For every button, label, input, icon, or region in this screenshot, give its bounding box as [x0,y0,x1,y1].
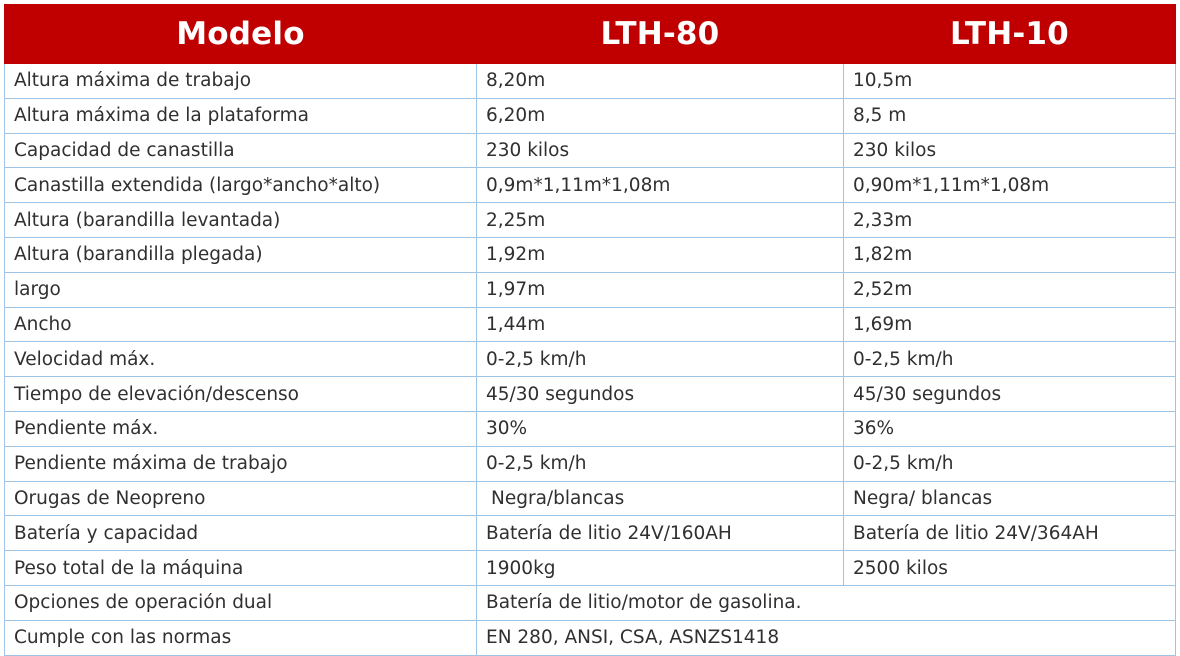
table-row [5,64,1176,99]
spec-label: Peso total de la máquina [5,551,477,586]
spec-value-lth-80: 8,20m [477,64,844,99]
spec-value-lth-10: 0-2,5 km/h [844,446,1176,481]
spec-label: Pendiente máx. [5,411,477,446]
table-row [5,237,1176,272]
header-modelo: Modelo [5,5,477,64]
spec-value-lth-10: 2500 kilos [844,551,1176,586]
header-lth-80: LTH-80 [477,5,844,64]
spec-value-lth-10: 8,5 m [844,98,1176,133]
spec-value-lth-10: 45/30 segundos [844,377,1176,412]
table-row [5,342,1176,377]
spec-value-lth-10: 36% [844,411,1176,446]
spec-value-shared: EN 280, ANSI, CSA, ASNZS1418 [477,620,1176,655]
table-row [5,203,1176,238]
spec-value-lth-80: 0-2,5 km/h [477,446,844,481]
table-row [5,620,1176,655]
spec-value-lth-80: 1,44m [477,307,844,342]
table-row [5,411,1176,446]
spec-value-lth-10: 0,90m*1,11m*1,08m [844,168,1176,203]
spec-label: Cumple con las normas [5,620,477,655]
spec-value-lth-80: 30% [477,411,844,446]
table-row [5,446,1176,481]
table-row [5,585,1176,620]
spec-label: Ancho [5,307,477,342]
spec-value-lth-80: 1,92m [477,237,844,272]
table-row [5,481,1176,516]
table-header [5,5,1176,64]
header-lth-10: LTH-10 [844,5,1176,64]
table-row [5,307,1176,342]
table-body [5,64,1176,656]
spec-value-lth-80: 0,9m*1,11m*1,08m [477,168,844,203]
spec-label: Capacidad de canastilla [5,133,477,168]
spec-value-shared: Batería de litio/motor de gasolina. [477,585,1176,620]
spec-label: Altura (barandilla levantada) [5,203,477,238]
spec-label: Opciones de operación dual [5,585,477,620]
header-row [5,5,1176,64]
spec-value-lth-80: 1900kg [477,551,844,586]
spec-value-lth-10: 1,69m [844,307,1176,342]
spec-label: Batería y capacidad [5,516,477,551]
spec-value-lth-80: Negra/blancas [477,481,844,516]
spec-label: Velocidad máx. [5,342,477,377]
spec-value-lth-10: 230 kilos [844,133,1176,168]
spec-value-lth-10: 2,52m [844,272,1176,307]
spec-value-lth-10: 2,33m [844,203,1176,238]
spec-value-lth-80: 45/30 segundos [477,377,844,412]
spec-label: Altura máxima de la plataforma [5,98,477,133]
spec-value-lth-80: 230 kilos [477,133,844,168]
table-row [5,133,1176,168]
spec-value-lth-80: 0-2,5 km/h [477,342,844,377]
spec-label: Altura máxima de trabajo [5,64,477,99]
spec-value-lth-80: 1,97m [477,272,844,307]
table-row [5,516,1176,551]
spec-value-lth-10: Negra/ blancas [844,481,1176,516]
spec-label: largo [5,272,477,307]
spec-value-lth-80: 2,25m [477,203,844,238]
table-row [5,168,1176,203]
table-row [5,98,1176,133]
table-row [5,272,1176,307]
table-row [5,377,1176,412]
spec-value-lth-10: 0-2,5 km/h [844,342,1176,377]
spec-value-lth-10: Batería de litio 24V/364AH [844,516,1176,551]
spec-label: Tiempo de elevación/descenso [5,377,477,412]
spec-value-lth-10: 10,5m [844,64,1176,99]
spec-label: Altura (barandilla plegada) [5,237,477,272]
spec-label: Orugas de Neopreno [5,481,477,516]
spec-label: Pendiente máxima de trabajo [5,446,477,481]
spec-value-lth-80: Batería de litio 24V/160AH [477,516,844,551]
table-row [5,551,1176,586]
spec-label: Canastilla extendida (largo*ancho*alto) [5,168,477,203]
spec-table [4,4,1176,656]
spec-value-lth-80: 6,20m [477,98,844,133]
spec-value-lth-10: 1,82m [844,237,1176,272]
